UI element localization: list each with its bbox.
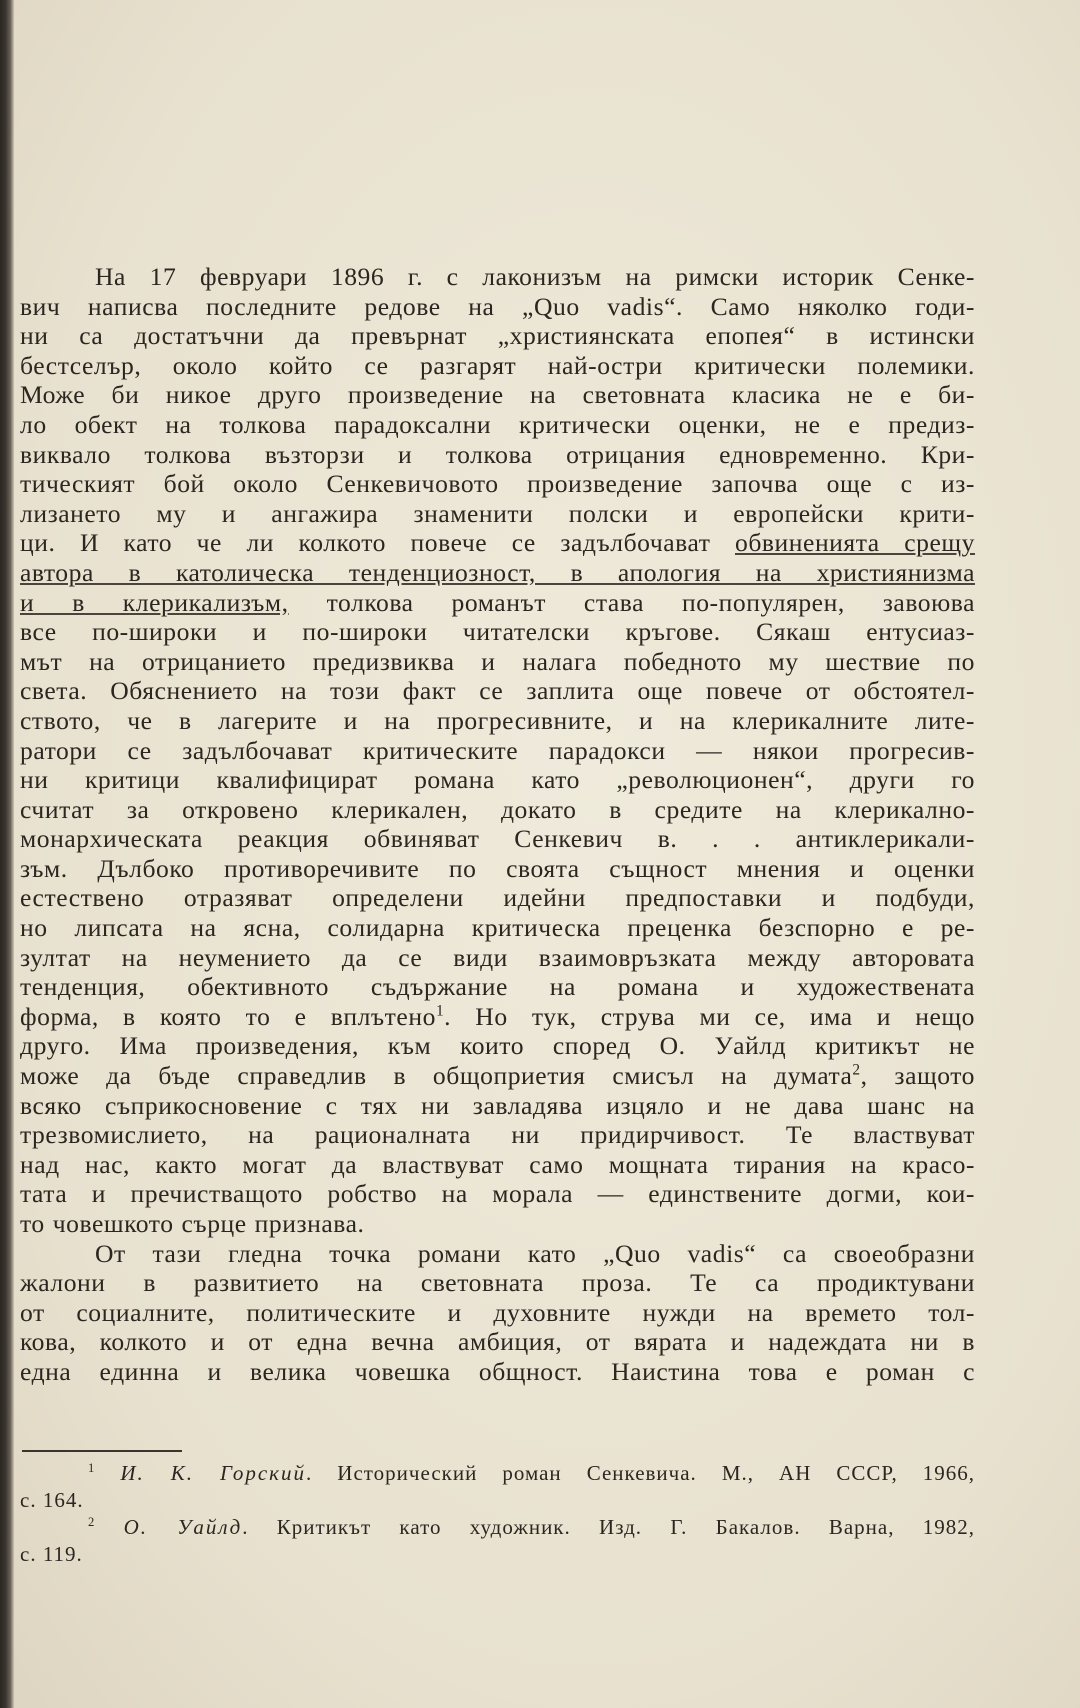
footnote-text: . Исторический роман Сенкевича. М., АН СССР, 1966,: [306, 1461, 975, 1485]
text-line: тата и пречистващото робство на морала — единствените догми, кои-: [20, 1179, 975, 1209]
footnote-text: . Критикът като художник. Изд. Г. Бакалов. Варна, 1982,: [242, 1515, 976, 1539]
text-line: естествено отразяват определени идейни предпоставки и подбуди,: [20, 883, 975, 913]
text-line: ло обект на толкова парадоксални критически оценки, не е предиз-: [20, 409, 975, 439]
footnote-number: 1: [88, 1461, 96, 1475]
text-line: тическият бой около Сенкевичовото произведение започва още с из-: [20, 469, 975, 499]
text-line: друго. Има произведения, към които според О. Уайлд критикът не: [20, 1031, 975, 1061]
footnote-line: [20, 1514, 975, 1541]
text-line: все по-широки и по-широки читателски кръгове. Сякаш ентусиаз-: [20, 617, 975, 647]
footnote-2: [20, 1514, 975, 1568]
text-line: зъм. Дълбоко противоречивите по своята същност мнения и оценки: [20, 853, 975, 883]
text-line: бестселър, около който се разгарят най-остри критически полемики.: [20, 350, 975, 380]
text-line: тенденция, обективното съдържание на романа и художествената: [20, 972, 975, 1002]
text-line: мът на отрицанието предизвиква и налага победното му шествие по: [20, 646, 975, 676]
book-binding-shadow: [0, 0, 14, 1708]
footnote-divider: [22, 1450, 182, 1452]
text-line: [20, 588, 975, 618]
text-fragment: ци. И като че ли колкото повече се задълбочават: [20, 528, 735, 558]
text-line: ратори се задълбочават критическите парадокси — някои прогресив-: [20, 735, 975, 765]
text-line: света. Обяснението на този факт се заплита още повече от обстоятел-: [20, 676, 975, 706]
footnote-mark: 2: [852, 1061, 861, 1079]
text-line: считат за откровено клерикален, докато в средите на клерикално-: [20, 794, 975, 824]
text-line: трезвомислието, на рационалната ни придирчивост. Те властвуват: [20, 1120, 975, 1150]
footnote-author: И. К. Горский: [120, 1461, 307, 1485]
text-line: [20, 528, 975, 558]
text-fragment: може да бъде справедлив в общоприетия смисъл на думата: [20, 1061, 853, 1091]
text-line: една единна и велика човешка общност. Наистина това е роман с: [20, 1356, 975, 1386]
text-line: от социалните, политическите и духовните нужди на времето тол-: [20, 1297, 975, 1327]
footnote-line: [20, 1460, 975, 1487]
text-line: На 17 февруари 1896 г. с лаконизъм на римски историк Сенке-: [95, 262, 975, 291]
paragraph-2: [20, 1239, 975, 1387]
text-line: жалони в развитието на световната проза. Те са продиктувани: [20, 1268, 975, 1298]
text-fragment: форма, в която то е вплътено: [20, 1001, 436, 1031]
underlined-text: и в клерикализъм,: [20, 587, 289, 617]
text-line: над нас, както могат да властвуват само мощната тирания на красо-: [20, 1149, 975, 1179]
text-fragment: толкова романът става по-популярен, завоюва: [288, 587, 976, 617]
footnote-line: с. 164.: [20, 1488, 84, 1512]
text-line: виквало толкова възторзи и толкова отрицания едновременно. Кри-: [20, 439, 975, 469]
text-line: то човешкото сърце признава.: [20, 1209, 365, 1238]
underlined-text-line: автора в католическа тенденциозност, в апология на християнизма: [20, 557, 975, 587]
text-line: [20, 1061, 975, 1091]
text-line: зултат на неумението да се види взаимовръзката между авторовата: [20, 942, 975, 972]
text-fragment: . Но тук, струва ми се, има и нещо: [444, 1001, 975, 1031]
text-line: но липсата на ясна, солидарна критическа преценка безспорно е ре-: [20, 913, 975, 943]
footnote-mark: 1: [435, 1002, 445, 1020]
text-line: ни са достатъчни да превърнат „християнската епопея“ в истински: [20, 321, 975, 351]
footnote-1: [20, 1460, 975, 1514]
footnotes: [20, 1460, 975, 1568]
text-line: Може би никое друго произведение на световната класика не е би-: [20, 380, 975, 410]
paragraph-1: [20, 262, 975, 1239]
text-line: ството, че в лагерите и на прогресивните, и на клерикалните лите-: [20, 705, 975, 735]
text-line: вич написва последните редове на „Quo vadis“. Само няколко годи-: [20, 291, 975, 321]
footnote-number: 2: [88, 1515, 96, 1529]
text-line: кова, колкото и от една вечна амбиция, от вярата и надеждата ни в: [20, 1327, 975, 1357]
underlined-text: обвиненията срещу: [734, 528, 975, 558]
text-line: всяко съприкосновение с тях ни завладява изцяло и не дава шанс на: [20, 1090, 975, 1120]
text-line: лизането му и ангажира знаменити полски и европейски крити-: [20, 498, 975, 528]
text-line: От тази гледна точка романи като „Quo vadis“ са своеобразни: [95, 1238, 975, 1268]
text-line: ни критици квалифицират романа като „революционен“, други го: [20, 765, 975, 795]
text-line: [20, 1002, 975, 1032]
footnote-line: с. 119.: [20, 1542, 83, 1566]
footnote-author: О. Уайлд: [123, 1515, 243, 1539]
body-text: [20, 262, 975, 1387]
text-line: монархическата реакция обвиняват Сенкевич в. . . антиклерикали-: [20, 824, 975, 854]
text-fragment: , защото: [860, 1061, 975, 1091]
